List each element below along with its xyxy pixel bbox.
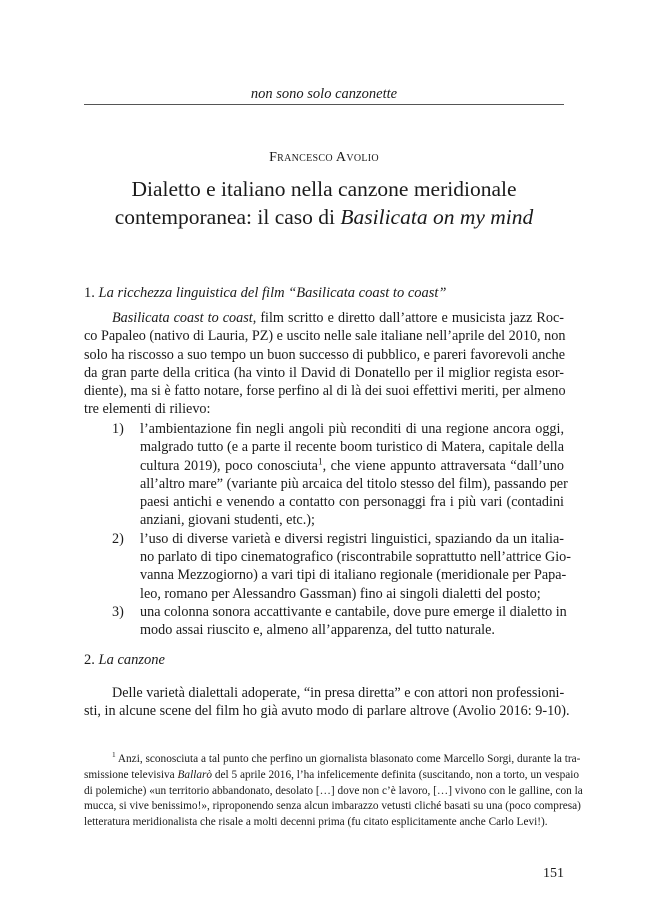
footnote-ref[interactable]: 1: [317, 455, 323, 466]
footnote-line: [84, 750, 581, 768]
footnote: [84, 750, 583, 831]
paragraph-2: [84, 684, 570, 721]
list-item-line: anziani, giovani studenti, etc.);: [140, 512, 315, 529]
list-item-number: 2): [112, 530, 124, 547]
footnote-line: mucca, si vive benissimo!», riproponendo senza alcun imbarazzo vetusti cliché basati su una (poco compresa): [84, 800, 581, 813]
list-item: [84, 530, 571, 603]
section-2-heading: [84, 652, 564, 669]
footnote-text: smissione televisiva: [84, 768, 178, 781]
paragraph-1-line: solo ha riscosso a suo tempo un buon successo di pubblico, e pareri favorevoli anche: [84, 346, 566, 363]
paragraph-1-line: co Papaleo (nativo di Lauria, PZ) e uscito nelle sale italiane nell’aprile del 2010, non: [84, 328, 566, 345]
list-item-line: leo, romano per Alessandro Gassman) fino ai singoli dialetti del posto;: [140, 585, 541, 602]
chapter-title: [84, 175, 564, 231]
footnote-text: Anzi, sconosciuta a tal punto che perfino un giornalista blasonato come Marcello Sorgi, durante la tra-: [115, 753, 581, 765]
paragraph-2-line: sti, in alcune scene del film ho già avuto modo di parlare altrove (Avolio 2016: 9-10).: [84, 703, 570, 720]
list-item-line: l’uso di diverse varietà e diversi registri linguistici, spaziando da un italia-: [140, 530, 564, 547]
footnote-line: di polemiche) «un territorio abbandonato, desolato […] dove non c’è lavoro, […] vivono con le galline, con la: [84, 784, 583, 797]
footnote-italic: Ballarò: [177, 768, 213, 781]
film-title-italic: Basilicata coast to coast: [112, 310, 253, 326]
list-item-line: modo assai riuscito e, almeno all’apparenza, del tutto naturale.: [140, 622, 495, 639]
section-2-title: La canzone: [98, 652, 165, 668]
footnote-text: del 5 aprile 2016, l’ha infelicemente definita (suscitando, non a torto, un vespaio: [212, 768, 580, 781]
title-line-2-plain: contemporanea: il caso di: [114, 205, 341, 229]
paragraph-1-text: , film scritto e diretto dall’attore e musicista jazz Roc-: [252, 310, 564, 326]
paragraph-2-line: Delle varietà dialettali adoperate, “in presa diretta” e con attori non professioni-: [112, 685, 565, 701]
list-item-line: paesi antichi e venendo a contatto con personaggi fra i più vari (contadini: [140, 494, 564, 511]
title-line-2: [84, 203, 564, 231]
list-item-number: 3): [112, 603, 124, 620]
paragraph-1-line: tre elementi di rilievo:: [84, 401, 211, 418]
list-item-line: [140, 457, 564, 475]
paragraph-1: [84, 309, 564, 419]
section-1-heading: [84, 285, 564, 302]
title-line-1: Dialetto e italiano nella canzone meridionale: [131, 177, 517, 201]
title-line-2-italic: Basilicata on my mind: [340, 205, 534, 229]
list-item-line: l’ambientazione fin negli angoli più reconditi di una regione ancora oggi,: [140, 421, 564, 437]
running-head: non sono solo canzonette: [250, 86, 398, 102]
list-item-line: all’altro mare” (variante più arcaica del titolo stesso del film), passando per: [140, 475, 568, 492]
footnote-mark: 1: [112, 750, 116, 760]
numbered-list: [84, 420, 571, 640]
list-item-line: vanna Mezzogiorno) a vari tipi di italiano regionale (meridionale per Papa-: [140, 567, 567, 584]
section-1-number: 1.: [84, 285, 99, 301]
section-2-number: 2.: [84, 652, 99, 668]
list-item-number: 1): [112, 421, 124, 437]
list-item: [84, 603, 567, 640]
paragraph-1-line: diente), ma si è fatto notare, forse perfino al di là dei suoi effettivi meriti, per almeno: [84, 383, 566, 400]
footnote-line: [84, 768, 580, 784]
list-item-line: no parlato di tipo cinematografico (riscontrabile soprattutto nell’attrice Gio-: [140, 549, 571, 566]
paragraph-1-line: [84, 309, 564, 327]
list-item-line: malgrado tutto (e a parte il recente boom turistico di Matera, capitale della: [140, 439, 564, 456]
header-rule: [84, 104, 564, 105]
list-item-text: cultura 2019), poco conosciuta: [140, 457, 318, 474]
author-name: Francesco Avolio: [269, 150, 379, 165]
list-item-text: , che viene appunto attraversata “dall’uno: [322, 457, 564, 474]
footnote-line: letteratura meridionalista che risale a molti decenni prima (fu citato esplicitamente anche Carlo Levi!).: [84, 816, 548, 829]
page-number: 151: [543, 866, 564, 881]
list-item-line: una colonna sonora accattivante e cantabile, dove pure emerge il dialetto in: [140, 603, 567, 620]
paragraph-1-line: da gran parte della critica (ha vinto il David di Donatello per il miglior regista esor-: [84, 364, 564, 381]
section-1-title: La ricchezza linguistica del film “Basilicata coast to coast”: [98, 285, 447, 301]
list-item: [84, 420, 568, 530]
